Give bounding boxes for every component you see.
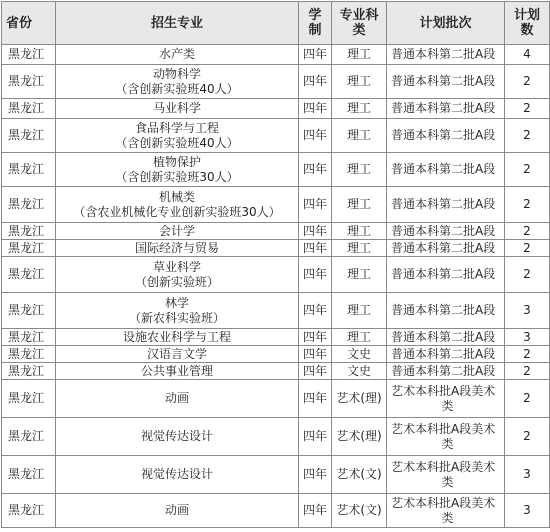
cell-major-line: （含农业机械化专业创新实验班30人）: [73, 204, 281, 219]
cell-batch: [387, 293, 505, 329]
cell-major: [56, 99, 299, 119]
cell-batch-line: 艺术本科批A段美术: [391, 495, 496, 510]
cell-major-line: （含创新实验班40人）: [115, 135, 239, 150]
cell-category: 文史: [332, 346, 387, 363]
cell-years: 四年: [299, 153, 332, 187]
cell-count: 2: [505, 119, 550, 153]
cell-years: 四年: [299, 456, 332, 494]
cell-count: 3: [505, 456, 550, 494]
cell-batch-line: 普通本科第二批A段: [391, 197, 496, 211]
cell-major: [56, 456, 299, 494]
cell-batch-line: 普通本科第二批A段: [391, 47, 496, 61]
cell-province: 黑龙江: [2, 223, 56, 240]
header-province: 省份: [2, 2, 56, 45]
cell-years: 四年: [299, 329, 332, 346]
cell-batch: [387, 223, 505, 240]
cell-province: 黑龙江: [2, 240, 56, 257]
table-row: [2, 223, 550, 240]
cell-category: 文史: [332, 363, 387, 380]
cell-years: 四年: [299, 380, 332, 418]
cell-batch: [387, 418, 505, 456]
header-years: [299, 2, 332, 45]
cell-batch-line: 艺术本科批A段美术: [391, 421, 496, 436]
cell-category: 理工: [332, 99, 387, 119]
cell-count: 2: [505, 187, 550, 223]
table-row: [2, 346, 550, 363]
table-row: [2, 240, 550, 257]
cell-batch: [387, 187, 505, 223]
cell-major-line: 植物保护: [152, 154, 201, 169]
cell-major: [56, 153, 299, 187]
cell-batch: [387, 257, 505, 293]
cell-years: 四年: [299, 223, 332, 240]
cell-batch-line: 艺术本科批A段美术: [391, 459, 496, 474]
table-row: [2, 119, 550, 153]
table-row: [2, 418, 550, 456]
cell-major: [56, 494, 299, 528]
table-row: [2, 363, 550, 380]
cell-major-line: 水产类: [158, 47, 195, 61]
cell-category: 艺术(理): [332, 418, 387, 456]
cell-count: 2: [505, 363, 550, 380]
cell-batch-line: 普通本科第二批A段: [391, 128, 496, 142]
cell-batch-line: 普通本科第二批A段: [391, 223, 496, 238]
cell-years: 四年: [299, 293, 332, 329]
cell-province: 黑龙江: [2, 45, 56, 65]
cell-batch: [387, 240, 505, 257]
cell-major: [56, 293, 299, 329]
cell-years: 四年: [299, 418, 332, 456]
header-count-line1: 计划: [513, 8, 540, 23]
cell-category: 理工: [332, 45, 387, 65]
cell-major: [56, 119, 299, 153]
header-category-line1: 专业科: [339, 8, 379, 23]
cell-major: [56, 418, 299, 456]
table-row: [2, 45, 550, 65]
cell-batch-line: 艺术本科批A段美术: [391, 383, 496, 398]
cell-count: 2: [505, 380, 550, 418]
cell-batch: [387, 494, 505, 528]
cell-major-line: 汉语言文学: [146, 346, 207, 361]
cell-province: 黑龙江: [2, 187, 56, 223]
cell-province: 黑龙江: [2, 380, 56, 418]
cell-count: 2: [505, 240, 550, 257]
cell-province: 黑龙江: [2, 418, 56, 456]
cell-years: 四年: [299, 187, 332, 223]
cell-category: 理工: [332, 65, 387, 99]
header-years-line2: 制: [308, 23, 322, 38]
cell-major-line: （含创新实验班30人）: [115, 169, 239, 184]
cell-major-line: 公共事业管理: [140, 363, 213, 378]
cell-batch: [387, 380, 505, 418]
cell-major-line: 动画: [164, 503, 189, 517]
cell-years: 四年: [299, 65, 332, 99]
cell-batch-line: 类: [441, 474, 454, 489]
cell-batch-line: 普通本科第二批A段: [391, 240, 496, 255]
cell-province: 黑龙江: [2, 257, 56, 293]
table-body: [2, 45, 550, 528]
header-category-line2: 类: [352, 23, 366, 38]
cell-province: 黑龙江: [2, 99, 56, 119]
cell-category: 理工: [332, 257, 387, 293]
cell-major-line: 国际经济与贸易: [134, 240, 219, 255]
cell-category: 理工: [332, 223, 387, 240]
cell-major: [56, 45, 299, 65]
cell-batch: [387, 99, 505, 119]
cell-major-line: 机械类: [158, 189, 195, 204]
cell-major-line: （含创新实验班40人）: [115, 81, 239, 96]
header-count-line2: 数: [520, 23, 534, 38]
table-row: [2, 380, 550, 418]
cell-major: [56, 65, 299, 99]
cell-batch: [387, 45, 505, 65]
cell-province: 黑龙江: [2, 363, 56, 380]
cell-category: 理工: [332, 293, 387, 329]
cell-count: 4: [505, 45, 550, 65]
cell-batch-line: 类: [441, 510, 454, 525]
cell-batch-line: 普通本科第二批A段: [391, 162, 496, 176]
header-count: [505, 2, 550, 45]
cell-major-line: 食品科学与工程: [134, 120, 219, 135]
cell-category: 理工: [332, 187, 387, 223]
cell-major: [56, 223, 299, 240]
cell-years: 四年: [299, 240, 332, 257]
cell-count: 2: [505, 418, 550, 456]
cell-category: 理工: [332, 329, 387, 346]
table-row: [2, 456, 550, 494]
cell-batch: [387, 153, 505, 187]
cell-batch-line: 普通本科第二批A段: [391, 303, 496, 317]
cell-major-line: 视觉传达设计: [140, 467, 213, 481]
cell-major: [56, 329, 299, 346]
table-row: [2, 153, 550, 187]
cell-batch: [387, 329, 505, 346]
cell-count: 2: [505, 65, 550, 99]
cell-major-line: 马业科学: [152, 101, 201, 115]
table-row: [2, 99, 550, 119]
cell-major: [56, 240, 299, 257]
cell-province: 黑龙江: [2, 494, 56, 528]
cell-batch-line: 普通本科第二批A段: [391, 74, 496, 88]
cell-batch-line: 普通本科第二批A段: [391, 101, 496, 115]
cell-major: [56, 380, 299, 418]
cell-major-line: 林学: [164, 295, 189, 310]
cell-province: 黑龙江: [2, 329, 56, 346]
cell-batch: [387, 363, 505, 380]
cell-count: 2: [505, 99, 550, 119]
cell-count: 3: [505, 494, 550, 528]
cell-major-line: 动物科学: [152, 66, 201, 81]
cell-province: 黑龙江: [2, 65, 56, 99]
header-batch: 计划批次: [387, 2, 505, 45]
table-row: [2, 293, 550, 329]
table-row: [2, 65, 550, 99]
cell-batch-line: 类: [441, 436, 454, 451]
cell-count: 2: [505, 346, 550, 363]
table-row: [2, 329, 550, 346]
cell-province: 黑龙江: [2, 153, 56, 187]
cell-category: 理工: [332, 153, 387, 187]
header-years-line1: 学: [308, 8, 322, 23]
cell-major-line: 草业科学: [152, 259, 201, 274]
cell-major-line: （创新实验班）: [134, 274, 219, 289]
header-major: 招生专业: [56, 2, 299, 45]
enrollment-plan-table: [1, 1, 550, 528]
cell-count: 3: [505, 293, 550, 329]
cell-major-line: 动画: [164, 391, 189, 405]
cell-batch: [387, 346, 505, 363]
table-row: [2, 494, 550, 528]
cell-major-line: 会计学: [158, 223, 195, 238]
cell-years: 四年: [299, 119, 332, 153]
table-row: [2, 187, 550, 223]
cell-category: 理工: [332, 119, 387, 153]
cell-category: 理工: [332, 240, 387, 257]
cell-count: 2: [505, 257, 550, 293]
cell-years: 四年: [299, 257, 332, 293]
cell-major: [56, 257, 299, 293]
cell-province: 黑龙江: [2, 456, 56, 494]
cell-count: 3: [505, 329, 550, 346]
cell-major: [56, 363, 299, 380]
cell-province: 黑龙江: [2, 346, 56, 363]
cell-years: 四年: [299, 494, 332, 528]
cell-batch: [387, 456, 505, 494]
cell-batch-line: 类: [441, 398, 454, 413]
cell-batch: [387, 65, 505, 99]
cell-years: 四年: [299, 45, 332, 65]
cell-batch-line: 普通本科第二批A段: [391, 363, 496, 378]
cell-batch-line: 普通本科第二批A段: [391, 346, 496, 361]
header-row: [2, 2, 550, 45]
cell-batch: [387, 119, 505, 153]
cell-province: 黑龙江: [2, 293, 56, 329]
cell-category: 艺术(文): [332, 494, 387, 528]
cell-major-line: 视觉传达设计: [140, 429, 213, 443]
cell-years: 四年: [299, 363, 332, 380]
cell-years: 四年: [299, 346, 332, 363]
cell-province: 黑龙江: [2, 119, 56, 153]
cell-years: 四年: [299, 99, 332, 119]
cell-category: 艺术(文): [332, 456, 387, 494]
cell-major: [56, 187, 299, 223]
cell-count: 2: [505, 223, 550, 240]
cell-major-line: （新农科实验班）: [128, 310, 225, 325]
header-category: [332, 2, 387, 45]
cell-batch-line: 普通本科第二批A段: [391, 329, 496, 344]
cell-category: 艺术(理): [332, 380, 387, 418]
cell-batch-line: 普通本科第二批A段: [391, 267, 496, 281]
cell-major-line: 设施农业科学与工程: [122, 329, 231, 344]
table-row: [2, 257, 550, 293]
cell-major: [56, 346, 299, 363]
cell-count: 2: [505, 153, 550, 187]
